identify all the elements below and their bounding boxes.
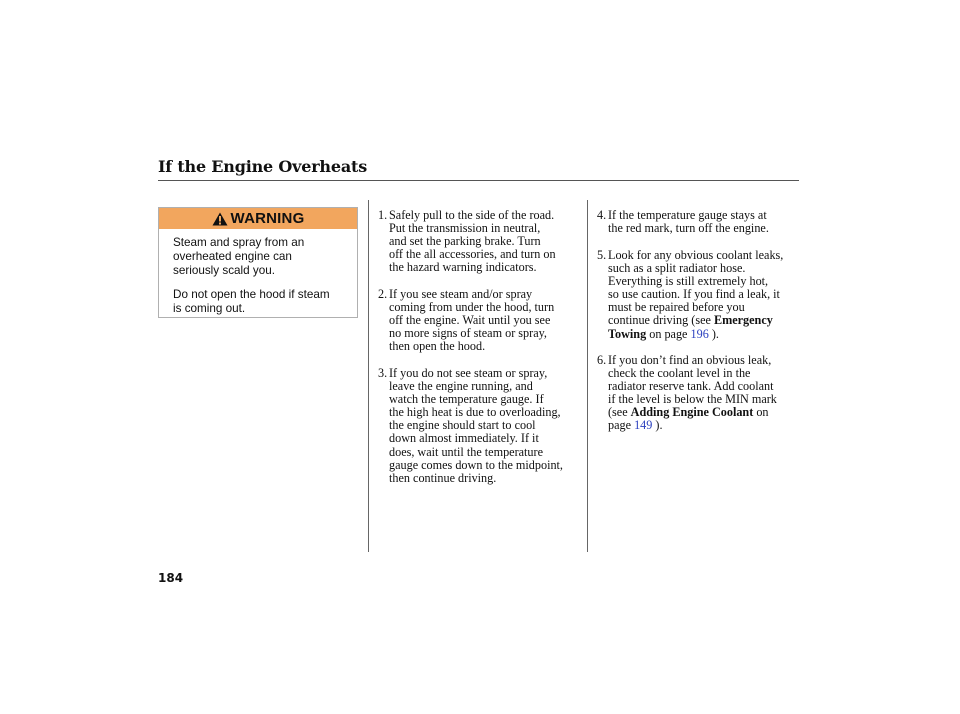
step-text: If the temperature gauge stays at the red mark, turn off the engine. — [608, 208, 769, 236]
step-text: If you don’t find an obvious leak, check the coolant level in the radiator reserve tank. Add coolant if the level is below the MIN mark (see Adding Engine Coolant on page 149 ). — [608, 353, 777, 433]
page-link-196[interactable]: 196 — [690, 326, 709, 341]
step-number: 6. — [597, 353, 607, 367]
warning-text-2: Do not open the hood if steam is coming out. — [173, 288, 330, 315]
adding-coolant-ref: Adding Engine Coolant — [630, 405, 754, 420]
step-number: 5. — [597, 248, 607, 262]
title-divider — [158, 180, 799, 181]
step-number: 4. — [597, 208, 607, 222]
column-divider-2 — [587, 200, 588, 552]
step-number: 2. — [378, 287, 388, 301]
page-number: 184 — [158, 571, 184, 585]
step-text: If you do not see steam or spray, leave the engine running, and watch the temperature gauge. If the high heat is due to overloading, the engine should start to cool down almost immediately. If it does, wait until the temperature gauge comes down to the midpoint, then continue driving. — [389, 366, 563, 485]
warning-label: WARNING — [230, 210, 305, 227]
step-number: 3. — [378, 366, 388, 380]
page-link-149[interactable]: 149 — [634, 418, 653, 433]
emergency-towing-ref-cont: Towing — [608, 326, 647, 341]
warning-header — [159, 208, 357, 229]
step-text: Look for any obvious coolant leaks, such as a split radiator hose. Everything is still extremely hot, so use caution. If you find a leak, it must be repaired before you continue driving (see Emergency Towing on page 196 ). — [608, 248, 784, 341]
section-title: If the Engine Overheats — [158, 157, 368, 176]
warning-triangle-icon — [212, 212, 228, 226]
emergency-towing-ref: Emergency — [713, 313, 773, 328]
step-text: If you see steam and/or spray coming from under the hood, turn off the engine. Wait until you see no more signs of steam or spray, then open the hood. — [389, 287, 555, 354]
step-text: Safely pull to the side of the road. Put the transmission in neutral, and set the parking brake. Turn off the all accessories, and turn on the hazard warning indicators. — [389, 208, 556, 275]
column-divider-1 — [368, 200, 369, 552]
warning-box — [158, 207, 358, 318]
warning-text-1: Steam and spray from an overheated engine can seriously scald you. — [173, 236, 305, 277]
step-number: 1. — [378, 208, 388, 222]
